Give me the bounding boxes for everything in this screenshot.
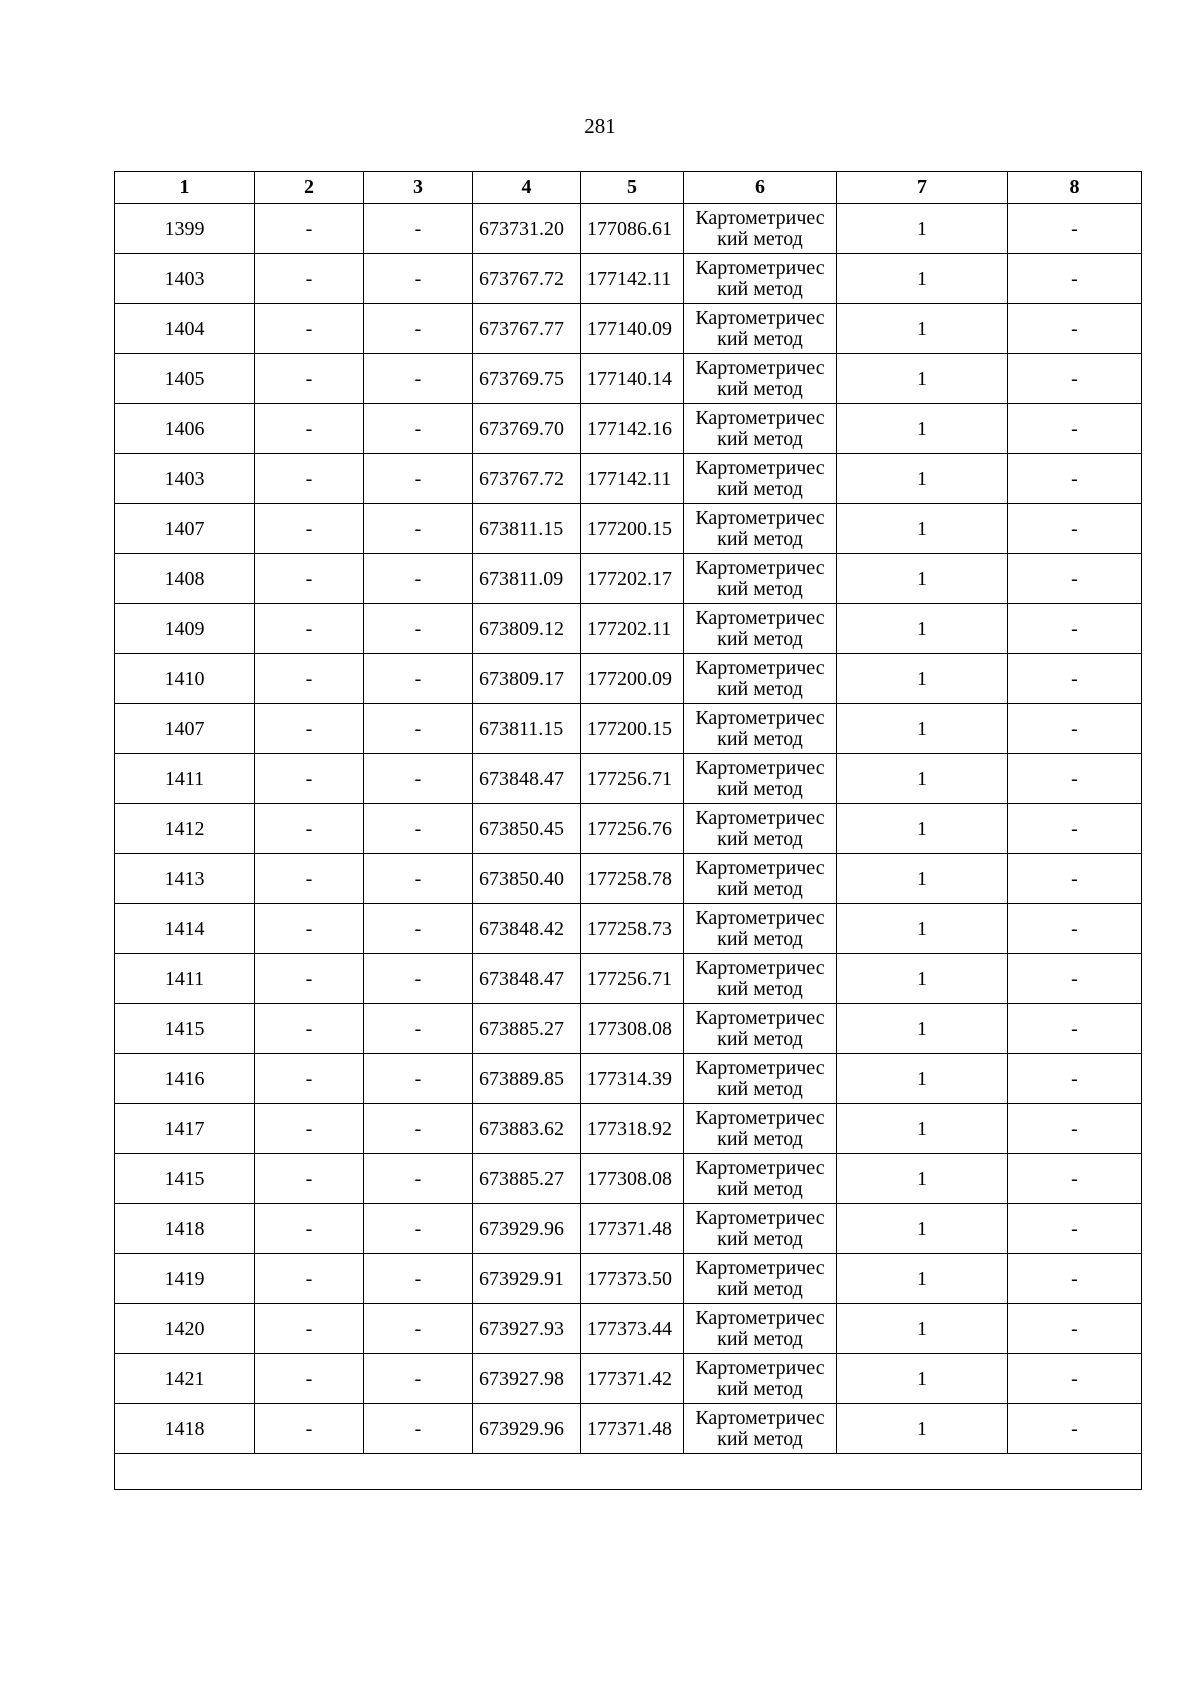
column-8-cell: -: [1008, 1254, 1142, 1304]
header-cell: 4: [473, 172, 581, 204]
method-line-2: кий метод: [717, 1327, 803, 1350]
point-number-cell: 1412: [115, 804, 255, 854]
method-line-2: кий метод: [717, 1127, 803, 1150]
column-7-cell: 1: [837, 404, 1008, 454]
column-2-cell: -: [255, 954, 364, 1004]
column-3-cell: -: [364, 1354, 473, 1404]
point-number-cell: 1403: [115, 454, 255, 504]
table-row: [115, 1254, 1142, 1304]
column-8-cell: -: [1008, 854, 1142, 904]
method-line-1: Картометричес: [695, 706, 825, 729]
coordinate-y-cell: 177140.09: [581, 304, 684, 354]
table-row: [115, 1154, 1142, 1204]
method-cell: [684, 1154, 837, 1204]
coordinate-x-cell: 673929.96: [473, 1404, 581, 1454]
coordinate-y-cell: 177258.78: [581, 854, 684, 904]
column-2-cell: -: [255, 854, 364, 904]
column-3-cell: -: [364, 1004, 473, 1054]
coordinate-y-cell: 177371.42: [581, 1354, 684, 1404]
column-2-cell: -: [255, 204, 364, 254]
column-8-cell: -: [1008, 1054, 1142, 1104]
coordinate-y-cell: 177202.11: [581, 604, 684, 654]
column-2-cell: -: [255, 1404, 364, 1454]
method-line-1: Картометричес: [695, 206, 825, 229]
column-3-cell: -: [364, 1404, 473, 1454]
method-line-2: кий метод: [717, 627, 803, 650]
method-cell: [684, 1254, 837, 1304]
column-3-cell: -: [364, 904, 473, 954]
column-3-cell: -: [364, 1254, 473, 1304]
column-7-cell: 1: [837, 754, 1008, 804]
page-number: 281: [584, 114, 616, 138]
method-line-1: Картометричес: [695, 356, 825, 379]
method-line-2: кий метод: [717, 477, 803, 500]
column-3-cell: -: [364, 454, 473, 504]
column-8-cell: -: [1008, 704, 1142, 754]
method-line-2: кий метод: [717, 527, 803, 550]
column-8-cell: -: [1008, 304, 1142, 354]
method-cell: [684, 804, 837, 854]
column-8-cell: -: [1008, 504, 1142, 554]
column-3-cell: -: [364, 1204, 473, 1254]
column-2-cell: -: [255, 1204, 364, 1254]
method-line-1: Картометричес: [695, 1356, 825, 1379]
table-row: [115, 954, 1142, 1004]
method-line-1: Картометричес: [695, 656, 825, 679]
column-8-cell: -: [1008, 1154, 1142, 1204]
method-line-1: Картометричес: [695, 1106, 825, 1129]
method-line-1: Картометричес: [695, 756, 825, 779]
coordinate-x-cell: 673811.15: [473, 504, 581, 554]
table-row: [115, 354, 1142, 404]
column-8-cell: -: [1008, 654, 1142, 704]
table-row: [115, 654, 1142, 704]
table-row: [115, 454, 1142, 504]
column-2-cell: -: [255, 554, 364, 604]
method-cell: [684, 1404, 837, 1454]
coordinate-x-cell: 673885.27: [473, 1004, 581, 1054]
coordinate-x-cell: 673885.27: [473, 1154, 581, 1204]
method-cell: [684, 304, 837, 354]
point-number-cell: 1414: [115, 904, 255, 954]
coordinate-x-cell: 673848.47: [473, 754, 581, 804]
column-3-cell: -: [364, 404, 473, 454]
method-cell: [684, 1354, 837, 1404]
point-number-cell: 1407: [115, 704, 255, 754]
table-row: [115, 304, 1142, 354]
table-row: [115, 604, 1142, 654]
column-2-cell: -: [255, 904, 364, 954]
column-7-cell: 1: [837, 504, 1008, 554]
column-2-cell: -: [255, 1354, 364, 1404]
coordinate-x-cell: 673889.85: [473, 1054, 581, 1104]
method-line-2: кий метод: [717, 227, 803, 250]
method-line-1: Картометричес: [695, 606, 825, 629]
coordinate-x-cell: 673848.42: [473, 904, 581, 954]
column-8-cell: -: [1008, 1004, 1142, 1054]
column-7-cell: 1: [837, 554, 1008, 604]
method-line-2: кий метод: [717, 1377, 803, 1400]
column-8-cell: -: [1008, 1304, 1142, 1354]
column-7-cell: 1: [837, 654, 1008, 704]
table-row: [115, 754, 1142, 804]
point-number-cell: 1417: [115, 1104, 255, 1154]
coordinate-y-cell: 177308.08: [581, 1004, 684, 1054]
method-line-2: кий метод: [717, 1027, 803, 1050]
method-line-2: кий метод: [717, 327, 803, 350]
column-8-cell: -: [1008, 1204, 1142, 1254]
coordinate-x-cell: 673927.93: [473, 1304, 581, 1354]
empty-footer-cell: [115, 1454, 1142, 1490]
method-line-1: Картометричес: [695, 1206, 825, 1229]
method-line-1: Картометричес: [695, 1306, 825, 1329]
column-2-cell: -: [255, 254, 364, 304]
method-line-1: Картометричес: [695, 306, 825, 329]
column-2-cell: -: [255, 454, 364, 504]
point-number-cell: 1415: [115, 1154, 255, 1204]
point-number-cell: 1407: [115, 504, 255, 554]
table-row: [115, 1004, 1142, 1054]
method-line-1: Картометричес: [695, 1056, 825, 1079]
method-cell: [684, 954, 837, 1004]
point-number-cell: 1418: [115, 1204, 255, 1254]
column-2-cell: -: [255, 504, 364, 554]
column-2-cell: -: [255, 1154, 364, 1204]
table-row: [115, 1204, 1142, 1254]
column-7-cell: 1: [837, 854, 1008, 904]
point-number-cell: 1419: [115, 1254, 255, 1304]
coordinate-x-cell: 673809.12: [473, 604, 581, 654]
method-line-2: кий метод: [717, 1227, 803, 1250]
method-cell: [684, 1004, 837, 1054]
column-2-cell: -: [255, 304, 364, 354]
table-header-row: [115, 172, 1142, 204]
empty-footer-row: [115, 1454, 1142, 1490]
method-cell: [684, 254, 837, 304]
coordinate-y-cell: 177373.50: [581, 1254, 684, 1304]
coordinate-x-cell: 673767.72: [473, 454, 581, 504]
column-7-cell: 1: [837, 704, 1008, 754]
coordinate-y-cell: 177258.73: [581, 904, 684, 954]
point-number-cell: 1406: [115, 404, 255, 454]
coordinate-y-cell: 177142.16: [581, 404, 684, 454]
column-8-cell: -: [1008, 1104, 1142, 1154]
method-cell: [684, 904, 837, 954]
column-3-cell: -: [364, 1054, 473, 1104]
coordinate-x-cell: 673769.70: [473, 404, 581, 454]
column-7-cell: 1: [837, 904, 1008, 954]
method-line-1: Картометричес: [695, 856, 825, 879]
method-cell: [684, 704, 837, 754]
point-number-cell: 1410: [115, 654, 255, 704]
method-line-1: Картометричес: [695, 556, 825, 579]
method-line-1: Картометричес: [695, 1406, 825, 1429]
method-cell: [684, 354, 837, 404]
column-3-cell: -: [364, 354, 473, 404]
header-cell: 7: [837, 172, 1008, 204]
column-2-cell: -: [255, 704, 364, 754]
method-cell: [684, 404, 837, 454]
table-row: [115, 1404, 1142, 1454]
column-8-cell: -: [1008, 954, 1142, 1004]
point-number-cell: 1399: [115, 204, 255, 254]
column-7-cell: 1: [837, 954, 1008, 1004]
column-3-cell: -: [364, 504, 473, 554]
column-3-cell: -: [364, 1104, 473, 1154]
column-7-cell: 1: [837, 204, 1008, 254]
header-cell: 8: [1008, 172, 1142, 204]
method-cell: [684, 604, 837, 654]
column-7-cell: 1: [837, 804, 1008, 854]
coordinate-y-cell: 177200.09: [581, 654, 684, 704]
method-cell: [684, 1104, 837, 1154]
column-2-cell: -: [255, 1254, 364, 1304]
method-line-1: Картометричес: [695, 806, 825, 829]
method-line-1: Картометричес: [695, 1156, 825, 1179]
coordinate-y-cell: 177142.11: [581, 454, 684, 504]
column-3-cell: -: [364, 1304, 473, 1354]
coordinate-y-cell: 177200.15: [581, 704, 684, 754]
point-number-cell: 1405: [115, 354, 255, 404]
method-cell: [684, 754, 837, 804]
header-cell: 1: [115, 172, 255, 204]
table-body: [115, 204, 1142, 1490]
method-cell: [684, 504, 837, 554]
method-line-1: Картометричес: [695, 1256, 825, 1279]
column-7-cell: 1: [837, 1304, 1008, 1354]
coordinate-y-cell: 177200.15: [581, 504, 684, 554]
column-3-cell: -: [364, 254, 473, 304]
coordinate-y-cell: 177256.71: [581, 754, 684, 804]
coordinate-x-cell: 673929.91: [473, 1254, 581, 1304]
column-7-cell: 1: [837, 1154, 1008, 1204]
column-3-cell: -: [364, 754, 473, 804]
method-cell: [684, 1054, 837, 1104]
method-line-2: кий метод: [717, 677, 803, 700]
method-line-1: Картометричес: [695, 506, 825, 529]
method-line-2: кий метод: [717, 877, 803, 900]
point-number-cell: 1408: [115, 554, 255, 604]
point-number-cell: 1420: [115, 1304, 255, 1354]
column-2-cell: -: [255, 404, 364, 454]
column-3-cell: -: [364, 954, 473, 1004]
table-row: [115, 854, 1142, 904]
coordinate-y-cell: 177318.92: [581, 1104, 684, 1154]
coordinate-x-cell: 673809.17: [473, 654, 581, 704]
method-line-2: кий метод: [717, 1077, 803, 1100]
column-8-cell: -: [1008, 354, 1142, 404]
column-2-cell: -: [255, 604, 364, 654]
method-line-1: Картометричес: [695, 1006, 825, 1029]
method-line-2: кий метод: [717, 977, 803, 1000]
column-8-cell: -: [1008, 1404, 1142, 1454]
header-cell: 6: [684, 172, 837, 204]
coordinate-x-cell: 673811.09: [473, 554, 581, 604]
column-3-cell: -: [364, 554, 473, 604]
column-8-cell: -: [1008, 754, 1142, 804]
column-8-cell: -: [1008, 254, 1142, 304]
column-2-cell: -: [255, 1304, 364, 1354]
column-3-cell: -: [364, 1154, 473, 1204]
method-cell: [684, 454, 837, 504]
method-line-2: кий метод: [717, 1277, 803, 1300]
column-2-cell: -: [255, 654, 364, 704]
method-line-1: Картометричес: [695, 406, 825, 429]
column-3-cell: -: [364, 804, 473, 854]
table-row: [115, 904, 1142, 954]
coordinate-x-cell: 673769.75: [473, 354, 581, 404]
method-cell: [684, 1304, 837, 1354]
method-line-2: кий метод: [717, 277, 803, 300]
coordinate-y-cell: 177371.48: [581, 1204, 684, 1254]
method-line-2: кий метод: [717, 777, 803, 800]
method-cell: [684, 204, 837, 254]
coordinate-y-cell: 177308.08: [581, 1154, 684, 1204]
column-8-cell: -: [1008, 804, 1142, 854]
point-number-cell: 1411: [115, 754, 255, 804]
point-number-cell: 1404: [115, 304, 255, 354]
column-2-cell: -: [255, 1054, 364, 1104]
table-row: [115, 554, 1142, 604]
table-row: [115, 1054, 1142, 1104]
method-cell: [684, 554, 837, 604]
column-7-cell: 1: [837, 1004, 1008, 1054]
coordinate-y-cell: 177373.44: [581, 1304, 684, 1354]
point-number-cell: 1411: [115, 954, 255, 1004]
method-cell: [684, 854, 837, 904]
point-number-cell: 1403: [115, 254, 255, 304]
column-7-cell: 1: [837, 454, 1008, 504]
method-line-2: кий метод: [717, 377, 803, 400]
coordinate-x-cell: 673731.20: [473, 204, 581, 254]
method-cell: [684, 654, 837, 704]
column-7-cell: 1: [837, 604, 1008, 654]
coordinate-y-cell: 177142.11: [581, 254, 684, 304]
method-line-1: Картометричес: [695, 906, 825, 929]
coordinate-y-cell: 177256.76: [581, 804, 684, 854]
coordinate-x-cell: 673850.40: [473, 854, 581, 904]
column-2-cell: -: [255, 754, 364, 804]
column-7-cell: 1: [837, 1354, 1008, 1404]
coordinates-table: [114, 171, 1142, 1490]
table-row: [115, 704, 1142, 754]
column-2-cell: -: [255, 1004, 364, 1054]
column-3-cell: -: [364, 604, 473, 654]
coordinate-y-cell: 177256.71: [581, 954, 684, 1004]
method-line-2: кий метод: [717, 577, 803, 600]
column-8-cell: -: [1008, 904, 1142, 954]
table-row: [115, 804, 1142, 854]
column-3-cell: -: [364, 204, 473, 254]
coordinate-y-cell: 177314.39: [581, 1054, 684, 1104]
point-number-cell: 1416: [115, 1054, 255, 1104]
method-line-2: кий метод: [717, 1427, 803, 1450]
table-row: [115, 1354, 1142, 1404]
column-2-cell: -: [255, 1104, 364, 1154]
column-7-cell: 1: [837, 1054, 1008, 1104]
column-8-cell: -: [1008, 604, 1142, 654]
coordinate-y-cell: 177140.14: [581, 354, 684, 404]
column-7-cell: 1: [837, 1254, 1008, 1304]
point-number-cell: 1418: [115, 1404, 255, 1454]
method-line-2: кий метод: [717, 1177, 803, 1200]
column-8-cell: -: [1008, 554, 1142, 604]
column-8-cell: -: [1008, 204, 1142, 254]
method-line-2: кий метод: [717, 827, 803, 850]
coordinate-y-cell: 177086.61: [581, 204, 684, 254]
column-8-cell: -: [1008, 1354, 1142, 1404]
table-row: [115, 1104, 1142, 1154]
header-cell: 2: [255, 172, 364, 204]
table-row: [115, 504, 1142, 554]
coordinate-x-cell: 673767.72: [473, 254, 581, 304]
table-row: [115, 404, 1142, 454]
method-line-1: Картометричес: [695, 256, 825, 279]
method-line-2: кий метод: [717, 927, 803, 950]
method-cell: [684, 1204, 837, 1254]
column-7-cell: 1: [837, 1204, 1008, 1254]
coordinate-x-cell: 673850.45: [473, 804, 581, 854]
column-7-cell: 1: [837, 304, 1008, 354]
method-line-1: Картометричес: [695, 956, 825, 979]
column-2-cell: -: [255, 804, 364, 854]
column-7-cell: 1: [837, 1404, 1008, 1454]
method-line-2: кий метод: [717, 727, 803, 750]
column-3-cell: -: [364, 854, 473, 904]
coordinate-x-cell: 673767.77: [473, 304, 581, 354]
table-row: [115, 254, 1142, 304]
method-line-1: Картометричес: [695, 456, 825, 479]
header-cell: 5: [581, 172, 684, 204]
header-cell: 3: [364, 172, 473, 204]
column-7-cell: 1: [837, 254, 1008, 304]
coordinate-x-cell: 673927.98: [473, 1354, 581, 1404]
coordinate-y-cell: 177371.48: [581, 1404, 684, 1454]
column-7-cell: 1: [837, 1104, 1008, 1154]
column-3-cell: -: [364, 654, 473, 704]
point-number-cell: 1415: [115, 1004, 255, 1054]
point-number-cell: 1413: [115, 854, 255, 904]
column-3-cell: -: [364, 704, 473, 754]
column-8-cell: -: [1008, 454, 1142, 504]
column-7-cell: 1: [837, 354, 1008, 404]
table-row: [115, 204, 1142, 254]
point-number-cell: 1409: [115, 604, 255, 654]
point-number-cell: 1421: [115, 1354, 255, 1404]
coordinate-x-cell: 673929.96: [473, 1204, 581, 1254]
coordinate-x-cell: 673883.62: [473, 1104, 581, 1154]
method-line-2: кий метод: [717, 427, 803, 450]
column-2-cell: -: [255, 354, 364, 404]
coordinate-y-cell: 177202.17: [581, 554, 684, 604]
column-8-cell: -: [1008, 404, 1142, 454]
table-row: [115, 1304, 1142, 1354]
coordinate-x-cell: 673848.47: [473, 954, 581, 1004]
coordinate-x-cell: 673811.15: [473, 704, 581, 754]
column-3-cell: -: [364, 304, 473, 354]
